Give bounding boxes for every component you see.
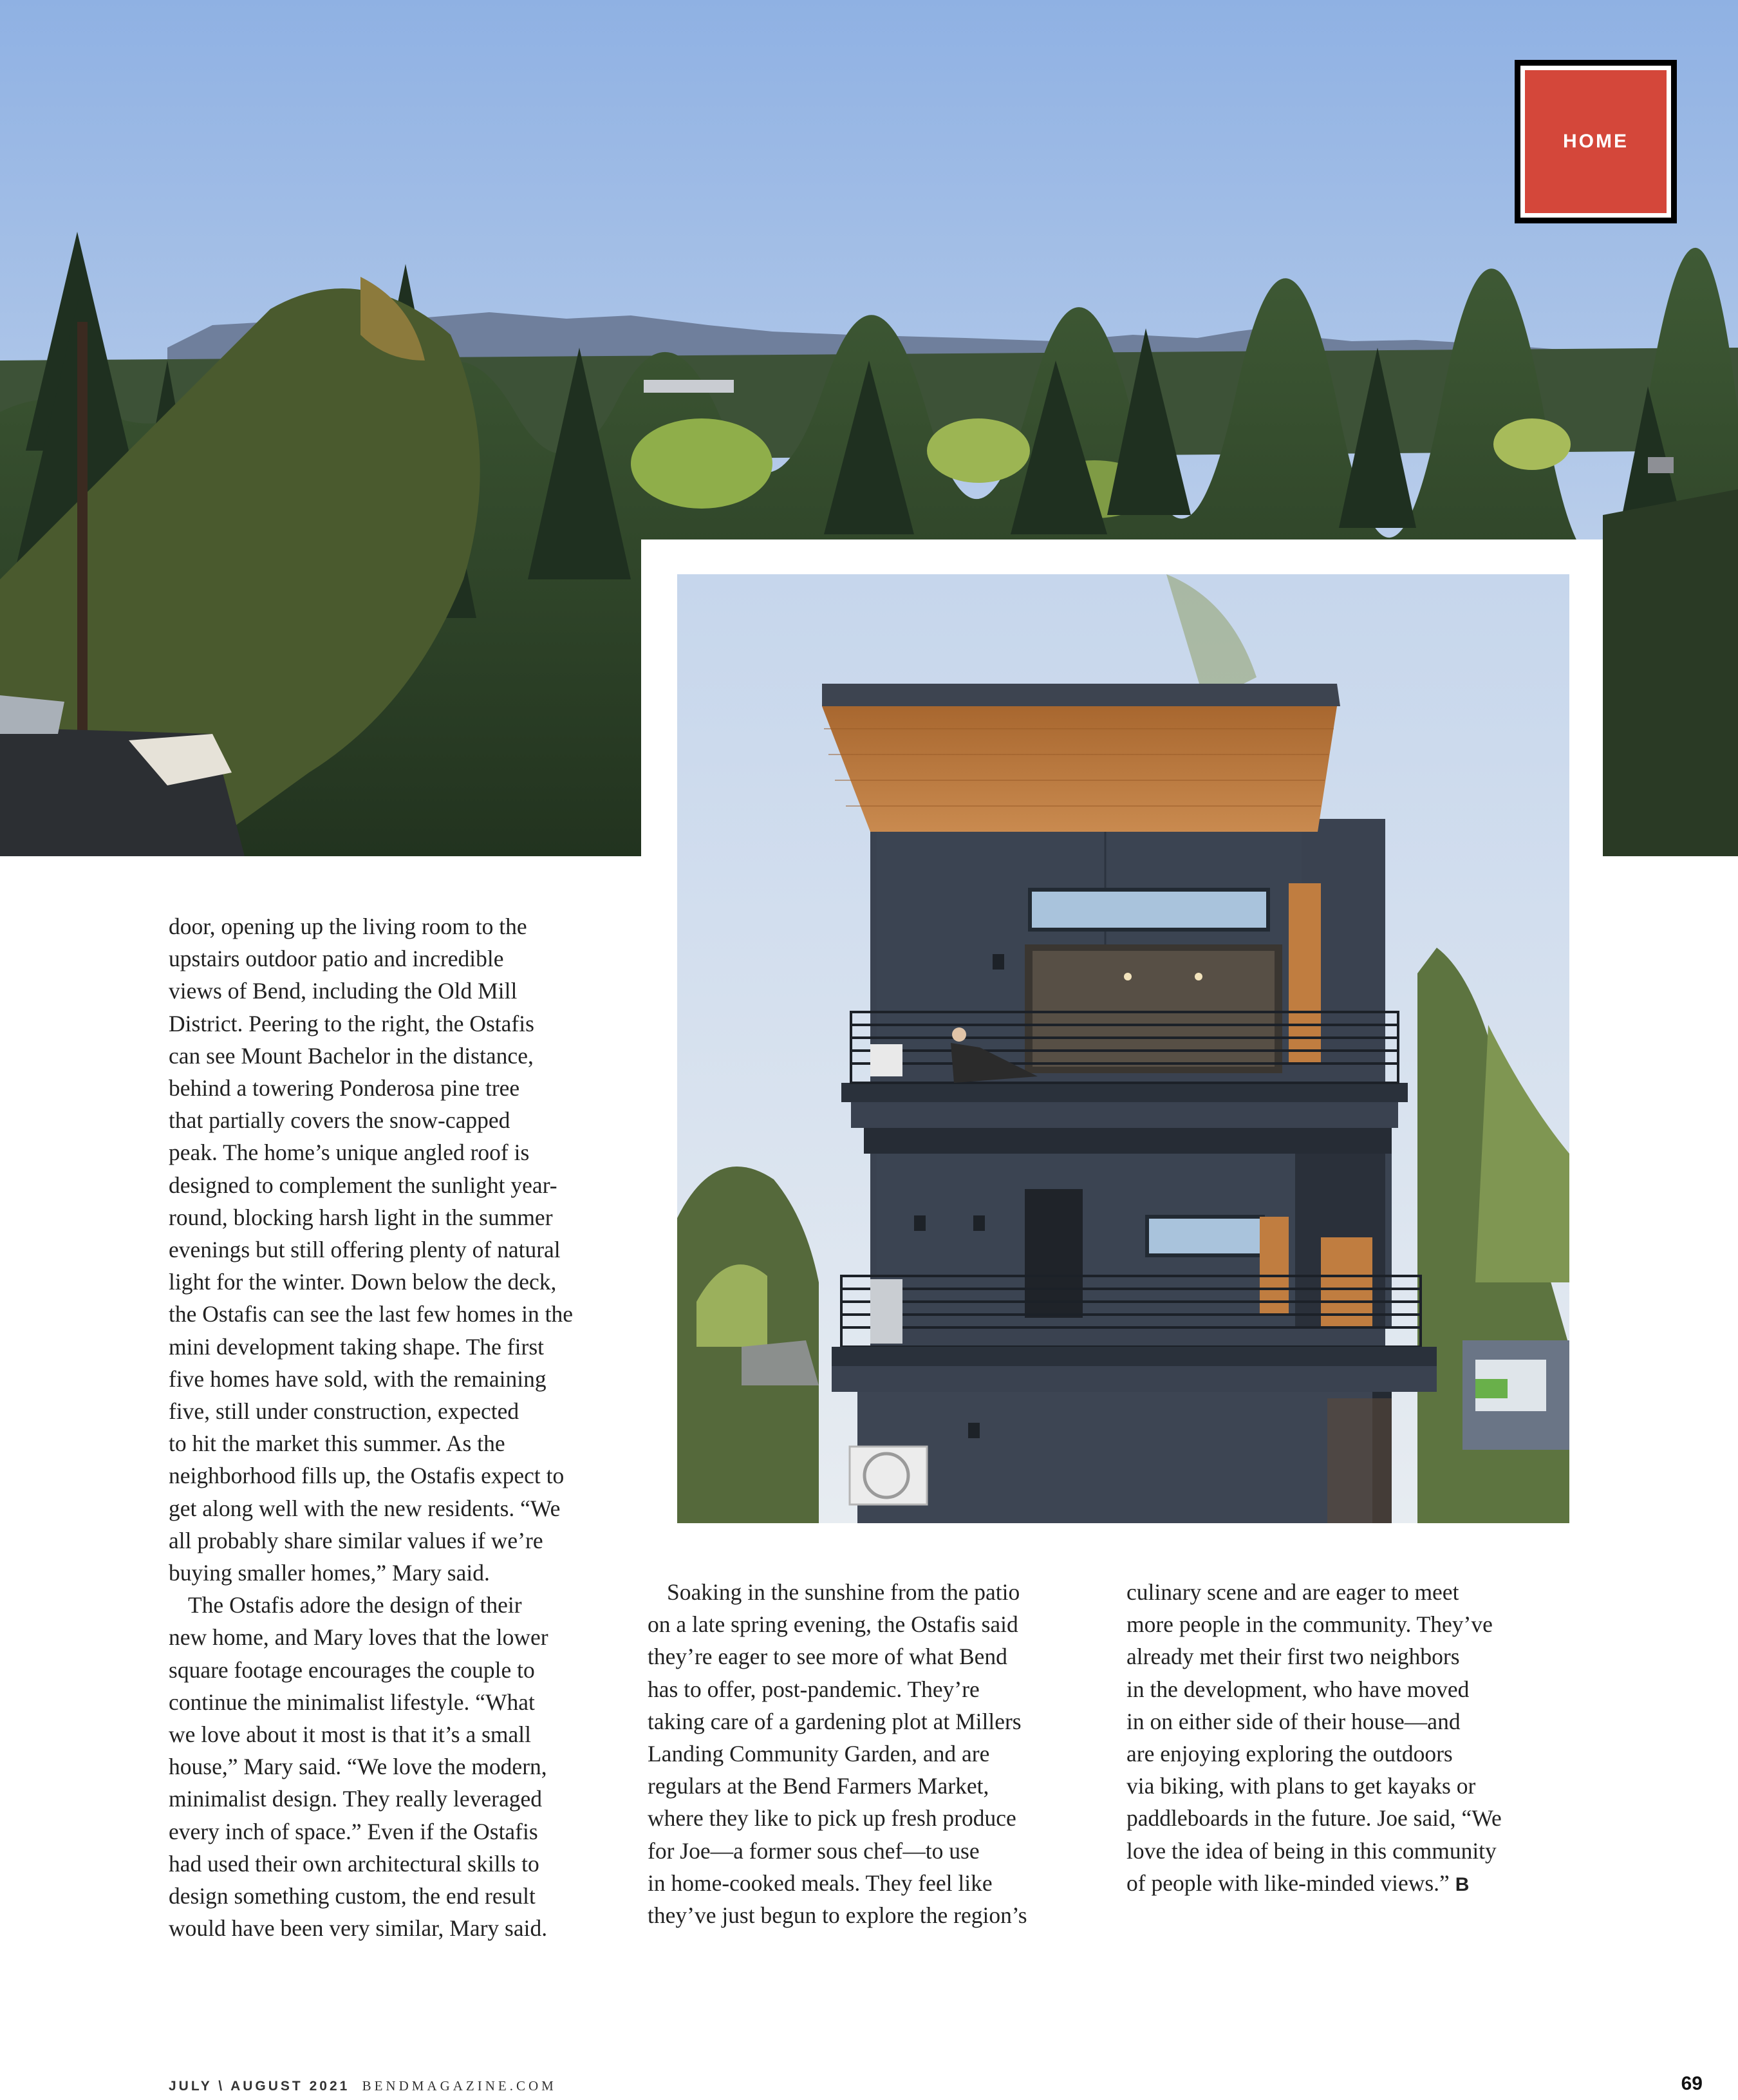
text-line: are enjoying exploring the outdoors	[1126, 1741, 1453, 1767]
text-line: to hit the market this summer. As the	[169, 1430, 505, 1457]
text-line: has to offer, post-pandemic. They’re	[648, 1676, 980, 1702]
text-line: regulars at the Bend Farmers Market,	[648, 1773, 989, 1799]
section-badge-label: HOME	[1563, 131, 1629, 152]
text-line: Landing Community Garden, and are	[648, 1741, 990, 1767]
text-line: in home-cooked meals. They feel like	[648, 1870, 993, 1896]
text-line: paddleboards in the future. Joe said, “We	[1126, 1805, 1502, 1832]
page-number: 69	[1681, 2073, 1703, 2094]
article-paragraph	[648, 1576, 1098, 1931]
text-line: round, blocking harsh light in the summer	[169, 1204, 553, 1230]
text-line: views of Bend, including the Old Mill	[169, 978, 518, 1004]
section-badge-ring	[1520, 66, 1671, 218]
text-line: continue the minimalist lifestyle. “What	[169, 1689, 535, 1715]
text-line: peak. The home’s unique angled roof is	[169, 1139, 530, 1166]
text-line: behind a towering Ponderosa pine tree	[169, 1075, 520, 1102]
text-line: evenings but still offering plenty of natural	[169, 1237, 561, 1263]
text-line: every inch of space.” Even if the Ostafis	[169, 1818, 538, 1844]
text-line: can see Mount Bachelor in the distance,	[169, 1042, 534, 1069]
text-line: new home, and Mary loves that the lower	[169, 1624, 548, 1651]
text-line: square footage encourages the couple to	[169, 1656, 535, 1683]
text-line: get along well with the new residents. “We	[169, 1495, 561, 1521]
text-line: for Joe—a former sous chef—to use	[648, 1837, 980, 1864]
text-line: minimalist design. They really leveraged	[169, 1786, 542, 1812]
text-line: all probably share similar values if we’re	[169, 1527, 543, 1553]
text-line: neighborhood fills up, the Ostafis expect to	[169, 1463, 565, 1489]
text-line: Soaking in the sunshine from the patio	[667, 1579, 1020, 1605]
text-line: in the development, who have moved	[1126, 1676, 1470, 1702]
text-line: mini development taking shape. The first	[169, 1333, 544, 1360]
article-column-2	[648, 1576, 1098, 1931]
text-line: more people in the community. They’ve	[1126, 1611, 1493, 1638]
text-line: would have been very similar, Mary said.	[169, 1915, 548, 1942]
text-line: District. Peering to the right, the Ostafis	[169, 1010, 534, 1036]
text-line: of people with like-minded views.”	[1126, 1870, 1450, 1896]
section-badge-fill	[1525, 70, 1667, 213]
text-line: light for the winter. Down below the deck,	[169, 1269, 557, 1295]
end-mark-icon: B	[1455, 1873, 1470, 1895]
text-line: buying smaller homes,” Mary said.	[169, 1560, 490, 1586]
text-line: via biking, with plans to get kayaks or	[1126, 1773, 1476, 1799]
article-paragraph	[169, 910, 619, 1589]
text-line: taking care of a gardening plot at Millers	[648, 1708, 1022, 1734]
text-line: upstairs outdoor patio and incredible	[169, 946, 504, 972]
text-line: love the idea of being in this community	[1126, 1837, 1497, 1864]
text-line: they’ve just begun to explore the region’s	[648, 1902, 1027, 1929]
text-line: already met their first two neighbors	[1126, 1644, 1460, 1670]
text-line: five, still under construction, expected	[169, 1398, 519, 1425]
issue-date: JULY \ AUGUST 2021	[169, 2079, 350, 2094]
article-paragraph	[169, 1589, 619, 1944]
page-footer	[169, 2078, 557, 2094]
article-column-1	[169, 910, 619, 1945]
text-line: they’re eager to see more of what Bend	[648, 1644, 1007, 1670]
text-line: on a late spring evening, the Ostafis said	[648, 1611, 1018, 1638]
text-line: in on either side of their house—and	[1126, 1708, 1461, 1734]
text-line: where they like to pick up fresh produce	[648, 1805, 1016, 1832]
text-line: The Ostafis adore the design of their	[188, 1592, 522, 1618]
text-line: the Ostafis can see the last few homes in the	[169, 1301, 573, 1327]
section-badge	[1515, 60, 1677, 223]
house-photo-art	[677, 574, 1569, 1523]
text-line: had used their own architectural skills to	[169, 1850, 539, 1877]
house-photo	[677, 574, 1569, 1523]
article-paragraph	[1126, 1576, 1577, 1901]
text-line: we love about it most is that it’s a small	[169, 1721, 532, 1748]
text-line: door, opening up the living room to the	[169, 914, 527, 939]
text-line: five homes have sold, with the remaining	[169, 1365, 547, 1392]
text-line: culinary scene and are eager to meet	[1126, 1579, 1459, 1605]
website-url[interactable]: BENDMAGAZINE.COM	[362, 2078, 557, 2094]
text-line: design something custom, the end result	[169, 1883, 536, 1909]
text-line: that partially covers the snow-capped	[169, 1107, 510, 1134]
article-column-3	[1126, 1576, 1577, 1901]
text-line: designed to complement the sunlight year-	[169, 1172, 557, 1198]
text-line: house,” Mary said. “We love the modern,	[169, 1754, 547, 1780]
